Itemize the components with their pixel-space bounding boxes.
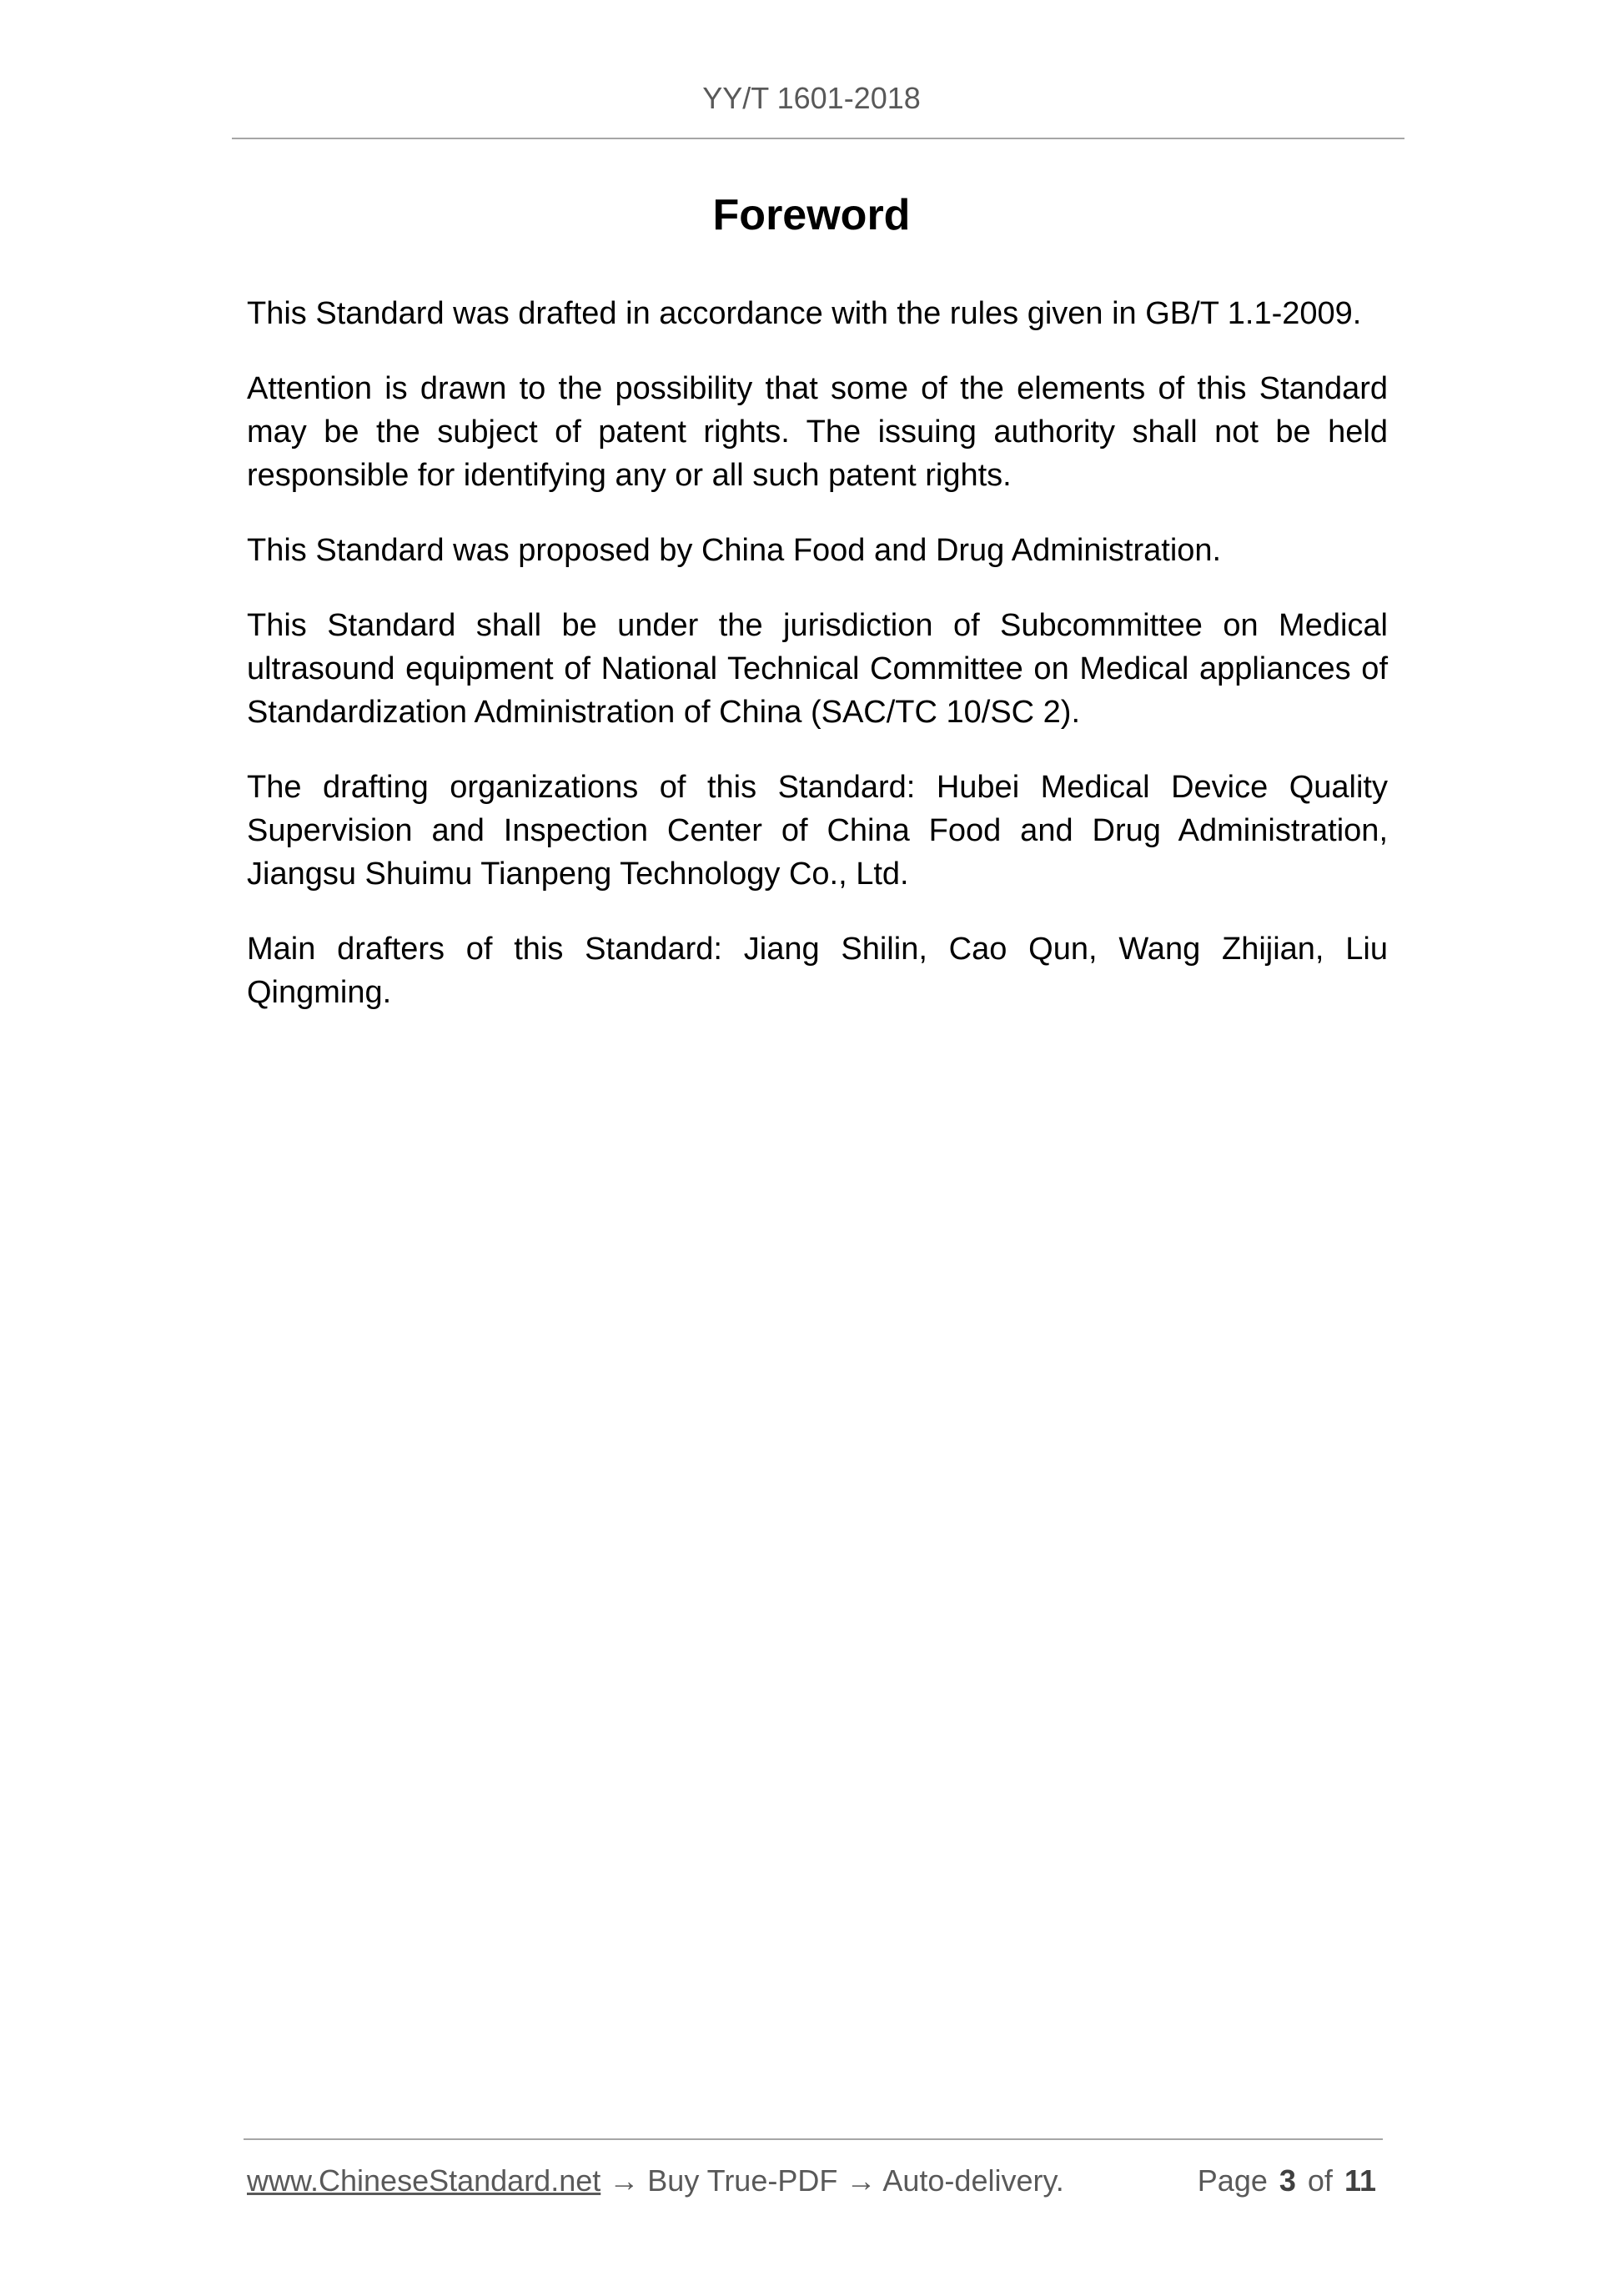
current-page-number: 3 (1279, 2163, 1296, 2198)
of-label: of (1307, 2163, 1333, 2198)
paragraph-proposer: This Standard was proposed by China Food and Drug Administration. (247, 533, 1222, 568)
paragraph-patent-notice: Attention is drawn to the possibility that some of the elements of this Standard may be the subject of patent rights. The issuing authority shall not be held responsible for identifying any or all such patent rights. (247, 371, 1388, 493)
foreword-body (247, 292, 1388, 1046)
paragraph-main-drafters: Main drafters of this Standard: Jiang Shilin, Cao Qun, Wang Zhijian, Liu Qingming. (247, 932, 1388, 1010)
auto-delivery-text: Auto-delivery. (882, 2163, 1064, 2198)
paragraph-jurisdiction: This Standard shall be under the jurisdiction of Subcommittee on Medical ultrasound equipment of National Technical Committee on Medical appliances of Standardization Administration of China (SAC/TC 10/SC 2). (247, 608, 1388, 730)
arrow-right-icon: → (846, 2163, 877, 2198)
page-title: Foreword (712, 191, 911, 239)
page-number (1198, 2160, 1376, 2202)
page-label: Page (1197, 2163, 1268, 2198)
website-link[interactable]: www.ChineseStandard.net (247, 2163, 601, 2198)
header-divider (232, 138, 1404, 139)
arrow-right-icon: → (609, 2163, 640, 2198)
total-page-number: 11 (1344, 2163, 1376, 2198)
footer-divider (244, 2138, 1383, 2140)
buy-pdf-text: Buy True-PDF (647, 2163, 838, 2198)
paragraph-drafting-rules: This Standard was drafted in accordance with the rules given in GB/T 1.1-2009. (247, 296, 1362, 331)
footer-promo (247, 2160, 1064, 2202)
page-footer (247, 2160, 1383, 2202)
paragraph-drafting-organizations: The drafting organizations of this Standard: Hubei Medical Device Quality Supervision and Inspection Center of China Food and Drug Administration, Jiangsu Shuimu Tianpeng Technology Co., Ltd. (247, 770, 1388, 892)
document-code: YY/T 1601-2018 (702, 81, 921, 115)
